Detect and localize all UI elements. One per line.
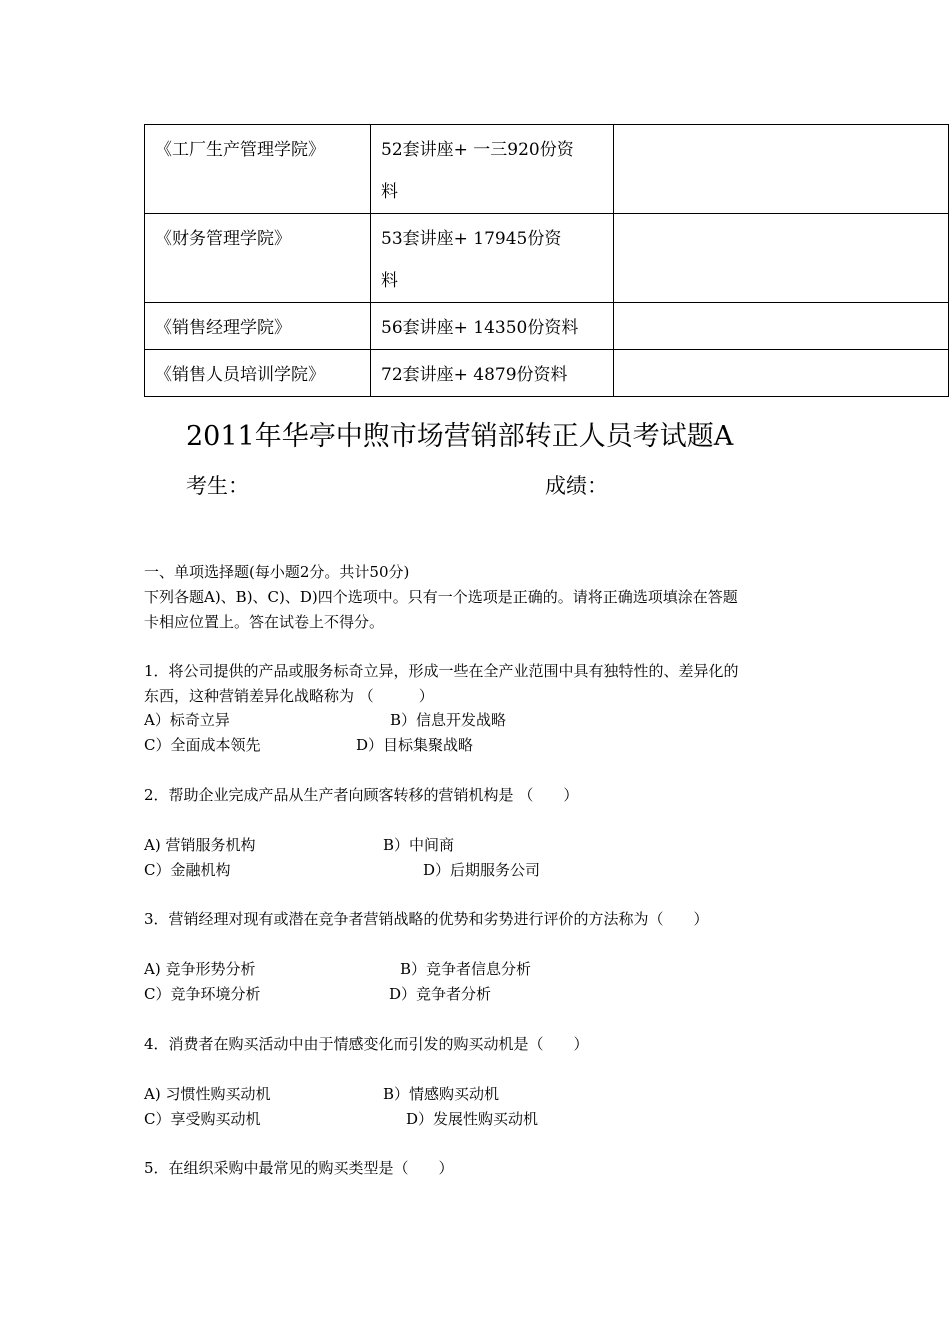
section-heading: 一、单项选择题(每小题2分。共计50分) xyxy=(144,563,410,581)
content-line: 料 xyxy=(381,271,398,291)
option-a: A) 竞争形势分析 xyxy=(144,960,256,978)
table-cell-note xyxy=(614,350,949,397)
exam-title: 2011年华亭中煦市场营销部转正人员考试题A xyxy=(186,421,734,452)
question-stem: 1．将公司提供的产品或服务标奇立异，形成一些在全产业范围中具有独特性的、差异化的 xyxy=(144,662,739,680)
table-row xyxy=(145,214,949,303)
content-line: 52套讲座+ 一三920份资 xyxy=(381,140,574,160)
table-row xyxy=(145,350,949,397)
option-d: D）目标集聚战略 xyxy=(356,736,474,754)
instruction-line: 卡相应位置上。答在试卷上不得分。 xyxy=(144,613,385,631)
question-stem: 5．在组织采购中最常见的购买类型是（ ） xyxy=(144,1159,454,1177)
option-b: B）信息开发战略 xyxy=(390,711,507,729)
question-stem: 2．帮助企业完成产品从生产者向顾客转移的营销机构是 （ ） xyxy=(144,786,579,804)
option-a: A) 习惯性购买动机 xyxy=(144,1085,271,1103)
table-cell-content: 56套讲座+ 14350份资料 xyxy=(371,303,614,350)
candidate-label: 考生： xyxy=(186,474,249,498)
table-cell-content: 72套讲座+ 4879份资料 xyxy=(371,350,614,397)
option-c: C）金融机构 xyxy=(144,861,231,879)
score-label: 成绩： xyxy=(545,474,608,498)
catalog-table xyxy=(144,124,949,397)
option-d: D）后期服务公司 xyxy=(423,861,541,879)
question-stem: 4．消费者在购买活动中由于情感变化而引发的购买动机是（ ） xyxy=(144,1035,589,1053)
table-cell-name: 《销售经理学院》 xyxy=(145,303,371,350)
table-cell-content xyxy=(371,214,614,303)
table-cell-name: 《工厂生产管理学院》 xyxy=(145,125,371,214)
table-cell-content xyxy=(371,125,614,214)
option-c: C）竞争环境分析 xyxy=(144,985,261,1003)
instruction-line: 下列各题A)、B)、C)、D)四个选项中。只有一个选项是正确的。请将正确选项填涂在答题 xyxy=(144,588,738,606)
option-b: B）中间商 xyxy=(383,836,455,854)
content-line: 53套讲座+ 17945份资 xyxy=(381,229,562,249)
table-cell-note xyxy=(614,214,949,303)
option-b: B）情感购买动机 xyxy=(383,1085,500,1103)
option-c: C）享受购买动机 xyxy=(144,1110,261,1128)
option-b: B）竞争者信息分析 xyxy=(400,960,532,978)
option-a: A) 营销服务机构 xyxy=(144,836,256,854)
table-cell-note xyxy=(614,125,949,214)
table-cell-name: 《财务管理学院》 xyxy=(145,214,371,303)
content-line: 料 xyxy=(381,182,398,202)
question-stem: 3．营销经理对现有或潜在竞争者营销战略的优势和劣势进行评价的方法称为（ ） xyxy=(144,910,709,928)
table-row xyxy=(145,125,949,214)
option-d: D）竞争者分析 xyxy=(389,985,492,1003)
question-stem: 东西，这种营销差异化战略称为 （ ） xyxy=(144,687,434,705)
table-row xyxy=(145,303,949,350)
option-d: D）发展性购买动机 xyxy=(406,1110,539,1128)
option-c: C）全面成本领先 xyxy=(144,736,261,754)
table-cell-note xyxy=(614,303,949,350)
table-cell-name: 《销售人员培训学院》 xyxy=(145,350,371,397)
option-a: A）标奇立异 xyxy=(144,711,230,729)
